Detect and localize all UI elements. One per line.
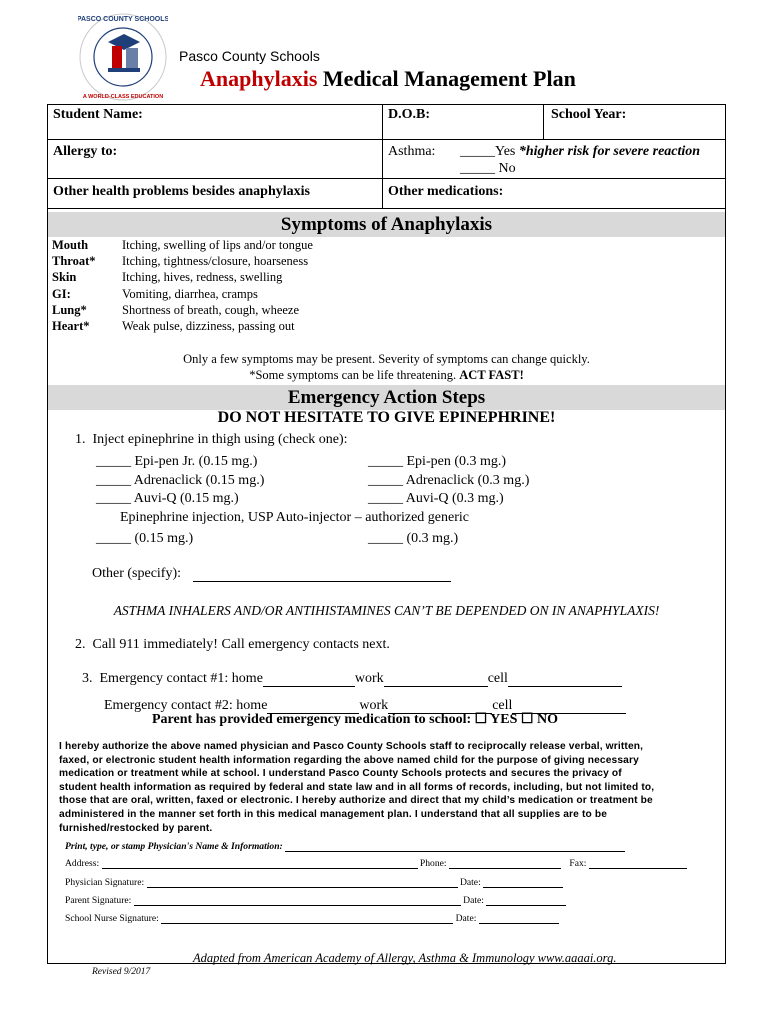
asthma-yes-blank: _____ — [460, 144, 495, 159]
contact-2: Emergency contact #2: home work cell — [97, 682, 626, 714]
parent-sig-field[interactable] — [134, 895, 461, 906]
asthma-no-blank: _____ — [460, 161, 495, 176]
symptom-area: Mouth — [52, 238, 89, 252]
physician-sig-field[interactable] — [147, 877, 458, 888]
symptom-row — [52, 302, 313, 318]
yes-checkbox[interactable]: ☐ — [474, 710, 488, 726]
divider — [48, 139, 725, 140]
title-rest: Medical Management Plan — [322, 66, 576, 91]
other-specify-field[interactable] — [193, 567, 451, 582]
address-row — [65, 858, 687, 869]
symptom-desc: Shortness of breath, cough, wheeze — [122, 302, 300, 317]
asthma-no-label: No — [498, 161, 516, 176]
date-label: Date: — [459, 877, 481, 888]
symptom-row — [52, 318, 313, 334]
symptoms-note-2: *Some symptoms can be life threatening. ACT FAST! — [249, 367, 524, 382]
no-label: NO — [536, 712, 558, 727]
divider — [48, 178, 725, 179]
school-year-label[interactable]: School Year: — [551, 107, 627, 122]
symptom-row — [52, 253, 313, 269]
other-health-label[interactable]: Other health problems besides anaphylaxis — [53, 184, 310, 199]
asthma-label: Asthma: — [388, 144, 436, 159]
svg-text:PASCO COUNTY SCHOOLS: PASCO COUNTY SCHOOLS — [78, 16, 168, 23]
symptoms-list — [52, 237, 313, 334]
symptom-area: GI: — [52, 286, 71, 301]
address-field[interactable] — [102, 858, 418, 869]
contact-1-label: 3. Emergency contact #1: home — [82, 671, 263, 686]
svg-text:A WORLD-CLASS EDUCATION: A WORLD-CLASS EDUCATION — [82, 94, 164, 100]
asthma-yes-option[interactable] — [460, 144, 700, 160]
other-specify[interactable] — [92, 566, 451, 582]
symptom-desc: Vomiting, diarrhea, cramps — [122, 286, 258, 301]
physician-info-label: Print, type, or stamp Physician's Name & Information: — [65, 841, 283, 852]
authorization-line: student health information as required by federal and state law and in all forms of records, including, but not limited to, — [59, 781, 655, 793]
epi-option[interactable]: _____ Epi-pen Jr. (0.15 mg.) — [96, 454, 258, 469]
phone-label: Phone: — [419, 858, 447, 869]
divider — [48, 208, 725, 209]
parent-medication-row — [152, 710, 558, 728]
student-name-label[interactable]: Student Name: — [53, 107, 143, 122]
yes-label: YES — [490, 712, 518, 727]
asthma-inhaler-warning: ASTHMA INHALERS AND/OR ANTIHISTAMINES CAN’T BE DEPENDED ON IN ANAPHYLAXIS! — [113, 603, 660, 618]
authorization-line: furnished/restocked by parent. — [59, 822, 213, 834]
symptoms-note-1: Only a few symptoms may be present. Severity of symptoms can change quickly. — [183, 352, 590, 366]
authorization-line: those that are oral, written, faxed or electronic. I hereby authorize and direct that my child’s medication or treatment be — [59, 795, 653, 807]
symptom-desc: Itching, hives, redness, swelling — [122, 270, 283, 285]
title-anaphylaxis: Anaphylaxis — [200, 66, 318, 91]
phone-field[interactable] — [449, 858, 561, 869]
symptom-area: Throat* — [52, 254, 96, 269]
asthma-no-option[interactable] — [460, 161, 516, 177]
fax-field[interactable] — [589, 858, 687, 869]
act-fast: ACT FAST! — [459, 367, 524, 382]
divider — [543, 105, 544, 140]
symptom-row — [52, 286, 313, 302]
physician-sig-row — [65, 877, 563, 888]
epi-option[interactable]: _____ Adrenaclick (0.3 mg.) — [368, 472, 530, 488]
other-meds-label[interactable]: Other medications: — [388, 184, 504, 199]
emergency-heading: Emergency Action Steps — [48, 385, 725, 410]
no-checkbox[interactable]: ☐ — [520, 710, 534, 726]
revised-date: Revised 9/2017 — [92, 967, 151, 977]
authorization-line: administered in the manner set forth in this medical management plan. I understand that all supplies are to be — [59, 808, 608, 820]
divider — [382, 105, 383, 209]
physician-info-row — [65, 841, 625, 852]
step-2: 2. Call 911 immediately! Call emergency contacts next. — [75, 637, 390, 652]
district-name: Pasco County Schools — [179, 48, 320, 64]
symptom-area: Skin — [52, 270, 77, 285]
allergy-label[interactable]: Allergy to: — [53, 144, 118, 159]
asthma-yes-label: Yes — [495, 144, 516, 159]
epi-option[interactable]: _____ Adrenaclick (0.15 mg.) — [96, 472, 265, 488]
address-label: Address: — [65, 858, 100, 869]
authorization-text — [59, 740, 719, 835]
epi-option[interactable]: _____ Epi-pen (0.3 mg.) — [368, 454, 507, 469]
other-specify-label: Other (specify): — [92, 566, 182, 581]
date-label: Date: — [455, 913, 477, 924]
date-label: Date: — [463, 895, 484, 906]
step-3: 3. Emergency contact #1: home work cell — [75, 655, 622, 687]
parent-question: Parent has provided emergency medication to school: — [152, 712, 472, 727]
authorization-line: I hereby authorize the above named physician and Pasco County Schools staff to reciprocally release verbal, written, — [59, 741, 644, 752]
nurse-date-field[interactable] — [479, 913, 559, 924]
epi-option[interactable]: _____ Auvi-Q (0.3 mg.) — [368, 491, 504, 506]
parent-date-field[interactable] — [486, 895, 566, 906]
adapted-credit: Adapted from American Academy of Allergy, Asthma & Immunology www.aaaai.org. — [193, 951, 617, 965]
physician-info-field[interactable] — [285, 841, 625, 852]
nurse-sig-label: School Nurse Signature: — [65, 913, 159, 924]
dob-label[interactable]: D.O.B: — [388, 107, 430, 122]
symptom-desc: Itching, swelling of lips and/or tongue — [122, 238, 313, 252]
step-1: 1. Inject epinephrine in thigh using (check one): — [75, 432, 348, 447]
physician-sig-label: Physician Signature: — [65, 877, 145, 888]
generic-option-high[interactable]: _____ (0.3 mg.) — [368, 531, 459, 546]
asthma-risk-note: *higher risk for severe reaction — [518, 144, 701, 159]
authorization-line: faxed, or electronic student health information regarding the above named child for the purpose of giving necessary — [59, 754, 639, 766]
symptom-area: Lung* — [52, 302, 87, 317]
symptom-desc: Weak pulse, dizziness, passing out — [122, 319, 295, 334]
epinephrine-warning: DO NOT HESITATE TO GIVE EPINEPHRINE! — [217, 409, 556, 426]
epi-options-left — [96, 453, 264, 509]
physician-date-field[interactable] — [483, 877, 563, 888]
symptoms-note — [48, 352, 725, 383]
symptom-row — [52, 237, 313, 253]
generic-autoinjector: Epinephrine injection, USP Auto-injector – authorized generic — [120, 510, 469, 525]
nurse-sig-row — [65, 913, 559, 924]
page-title — [200, 66, 576, 92]
symptoms-heading: Symptoms of Anaphylaxis — [48, 212, 725, 237]
nurse-sig-field[interactable] — [161, 913, 453, 924]
generic-option-low[interactable]: _____ (0.15 mg.) — [96, 531, 194, 546]
parent-sig-row — [65, 895, 566, 906]
district-logo — [78, 12, 168, 102]
contact-2-label: Emergency contact #2: home — [104, 698, 268, 713]
symptom-desc: Itching, tightness/closure, hoarseness — [122, 254, 309, 269]
symptom-area: Heart* — [52, 319, 90, 334]
authorization-line: medication or treatment while at school. I understand Pasco County Schools protects and secures the privacy of — [59, 768, 622, 780]
fax-label: Fax: — [569, 858, 587, 869]
epi-option[interactable]: _____ Auvi-Q (0.15 mg.) — [96, 491, 239, 506]
symptom-row — [52, 269, 313, 285]
epi-options-right — [368, 453, 529, 509]
parent-sig-label: Parent Signature: — [65, 895, 132, 906]
